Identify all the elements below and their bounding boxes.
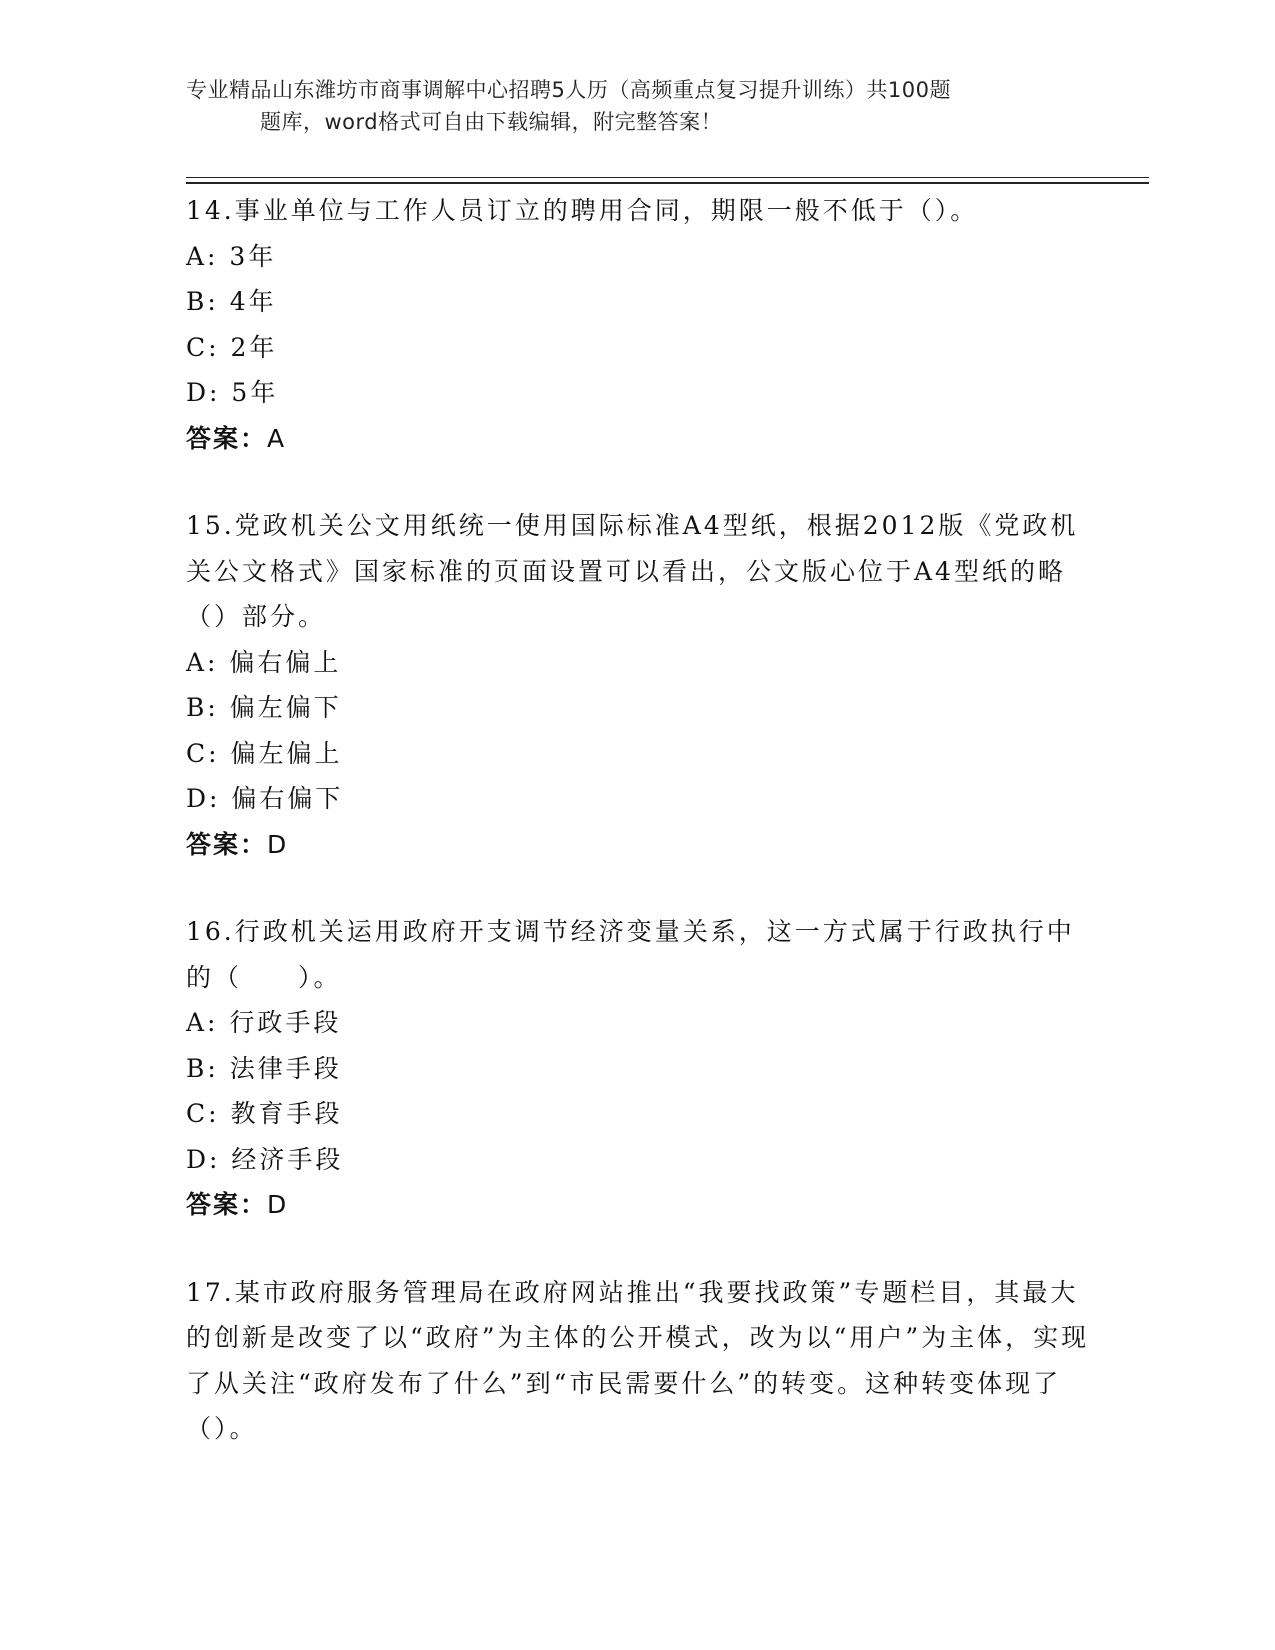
question-stem: 14.事业单位与工作人员订立的聘用合同，期限一般不低于（）。	[186, 196, 979, 225]
option-c: C: 偏左偏上	[186, 738, 343, 768]
option-d: D: 5年	[186, 378, 279, 407]
answer-label: 答案：	[186, 1190, 268, 1219]
answer-line	[186, 1182, 1096, 1228]
answer-label: 答案：	[186, 829, 268, 859]
option-b: B: 法律手段	[186, 1053, 342, 1083]
answer-label: 答案：	[186, 423, 268, 453]
option-b: B: 4年	[186, 287, 277, 316]
option-b: B: 偏左偏下	[186, 693, 342, 722]
answer-value: D	[267, 1190, 289, 1219]
answer-line	[186, 822, 1096, 868]
option-c: C: 2年	[186, 332, 278, 362]
question-15	[186, 503, 1096, 867]
option-c: C: 教育手段	[186, 1099, 343, 1128]
question-14	[186, 188, 1096, 461]
option-d: D: 偏右偏下	[186, 784, 344, 813]
document-header	[186, 74, 1086, 138]
option-a: A: 3年	[186, 241, 277, 271]
question-17	[186, 1270, 1096, 1452]
option-a: A: 行政手段	[186, 1008, 342, 1037]
header-divider-thin	[186, 177, 1149, 178]
question-list	[186, 188, 1096, 1494]
option-d: D: 经济手段	[186, 1144, 344, 1174]
option-a: A: 偏右偏上	[186, 647, 342, 677]
question-16	[186, 909, 1096, 1228]
header-title-line-2: 题库，word格式可自由下载编辑，附完整答案！	[260, 110, 723, 134]
header-title-line-1: 专业精品山东潍坊市商事调解中心招聘5人历（高频重点复习提升训练）共100题	[186, 78, 951, 102]
question-stem: 17.某市政府服务管理局在政府网站推出“我要找政策”专题栏目，其最大的创新是改变了以“政府”为主体的公开模式，改为以“用户”为主体，实现了从关注“政府发布了什么”到“市民需要什么”的转变。这种转变体现了（）。	[186, 1277, 1090, 1443]
question-stem: 16.行政机关运用政府开支调节经济变量关系，这一方式属于行政执行中的（ ）。	[186, 917, 1075, 992]
question-stem: 15.党政机关公文用纸统一使用国际标准A4型纸，根据2012版《党政机关公文格式》国家标准的页面设置可以看出，公文版心位于A4型纸的略（）部分。	[186, 511, 1079, 631]
answer-value: A	[267, 423, 287, 453]
answer-value: D	[267, 829, 289, 859]
answer-line	[186, 416, 1096, 462]
header-divider-thick	[186, 182, 1149, 184]
